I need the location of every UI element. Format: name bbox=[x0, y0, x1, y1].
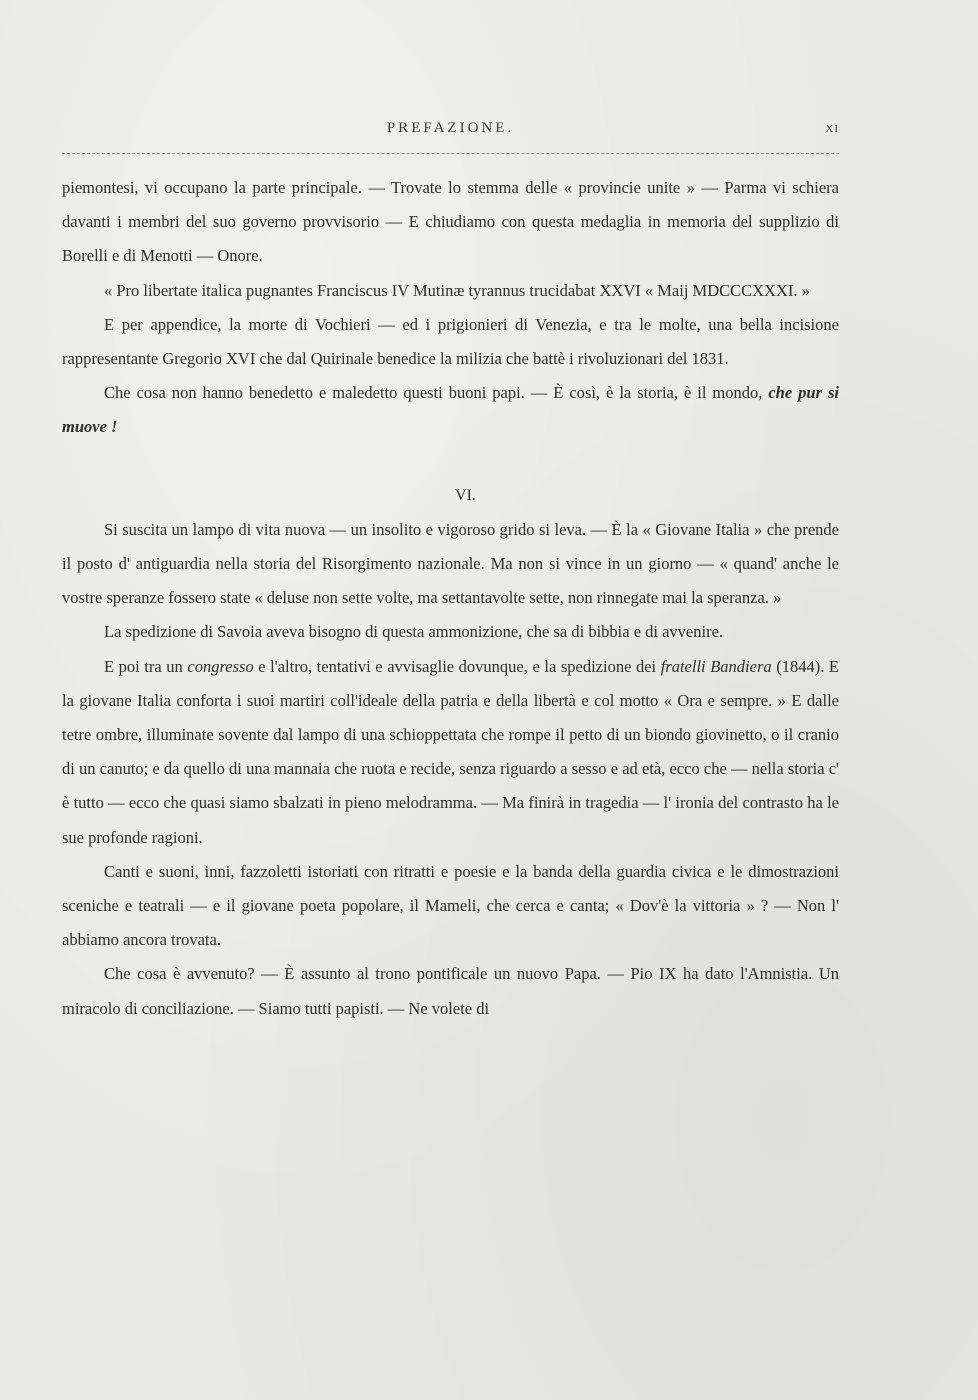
paragraph-7-text-c: e l'altro, tentativi e avvisaglie dovunque, e la spedizione dei bbox=[253, 656, 661, 676]
paragraph-7-italic-bandiera: fratelli Bandiera bbox=[660, 656, 772, 676]
paragraph-7-italic-congresso: congresso bbox=[187, 656, 254, 676]
header-rule bbox=[62, 153, 839, 154]
page-number: XI bbox=[825, 123, 839, 135]
paragraph-7 bbox=[62, 650, 839, 855]
paragraph-5: Si suscita un lampo di vita nuova — un insolito e vigoroso grido si leva. — È la « Giovane Italia » che prende il posto d' antiguardia nella storia del Risorgimento nazionale. Ma non si vince in un giorno — « quand' anche le vostre speranze fossero state « deluse non sette volte, ma settantavolte sette, non rinnegate mai la speranza. » bbox=[62, 519, 839, 608]
paragraph-8: Canti e suoni, inni, fazzoletti istoriati con ritratti e poesie e la banda della guardia civica e le dimostrazioni sceniche e teatrali — e il giovane poeta popolare, il Mameli, che cerca e canta; « Dov'è la vittoria » ? — Non l' abbiamo ancora trovata. bbox=[62, 861, 839, 950]
running-title: PREFAZIONE. bbox=[386, 120, 515, 136]
paragraph-7-text-e: (1844). E la giovane Italia conforta i suoi martiri coll'ideale della patria e della libertà e col motto « Ora e sempre. » E dalle tetre ombre, illuminate sovente dal lampo di una schioppettata che rompe il petto di un biondo giovinetto, o il cranio di un canuto; e da quello di una mannaia che ruota e recide, senza riguardo a sesso e ad età, ecco che — nella storia c' è tutto — ecco che quasi siamo sbalzati in pieno melodramma. — Ma finirà in tragedia — l' ironia del contrasto ha le sue profonde ragioni. bbox=[62, 656, 839, 847]
paragraph-2-quote: « Pro libertate italica pugnantes Franciscus IV Mutinæ tyrannus trucidabat XXVI « Maij MDCCCXXXI. » bbox=[104, 280, 810, 300]
paragraph-1: piemontesi, vi occupano la parte principale. — Trovate lo stemma delle « provincie unite » — Parma vi schiera davanti i membri del suo governo provvisorio — E chiudiamo con questa medaglia in memoria del supplizio di Borelli e di Menotti — Onore. bbox=[62, 178, 839, 266]
paragraph-9: Che cosa è avvenuto? — È assunto al trono pontificale un nuovo Papa. — Pio IX ha dato l'Amnistia. Un miracolo di conciliazione. — Siamo tutti papisti. — Ne volete di bbox=[62, 964, 839, 1018]
page-header bbox=[62, 118, 839, 142]
paragraph-4 bbox=[62, 376, 839, 444]
section-heading: VI. bbox=[455, 486, 476, 504]
paragraph-6: La spedizione di Savoia aveva bisogno di questa ammonizione, che sa di bibbia e di avvenire. bbox=[104, 622, 724, 642]
paragraph-3: E per appendice, la morte di Vochieri — ed i prigionieri di Venezia, e tra le molte, una bella incisione rappresentante Gregorio XVI che dal Quirinale benedice la milizia che battè i rivoluzionari del 1831. bbox=[62, 314, 839, 369]
paragraph-4-italic: che pur si muove ! bbox=[62, 383, 839, 437]
paragraph-4-text: Che cosa non hanno benedetto e maledetto questi buoni papi. — È così, è la storia, è il mondo, bbox=[104, 383, 769, 403]
paragraph-7-text-a: E poi tra un bbox=[104, 656, 188, 676]
body-text bbox=[62, 171, 839, 1026]
